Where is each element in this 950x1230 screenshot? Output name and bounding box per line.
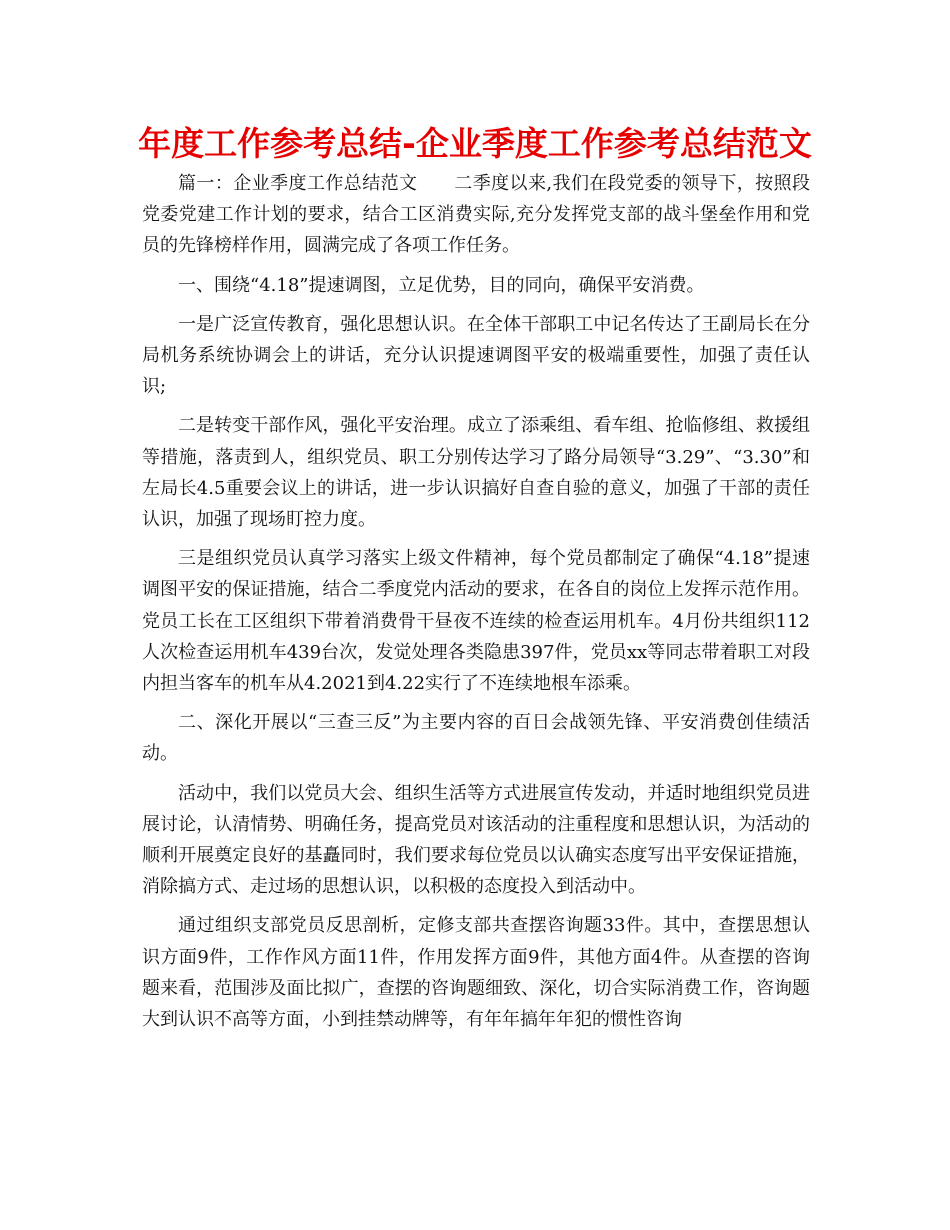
paragraph: 通过组织支部党员反思剖析，定修支部共查摆咨询题33件。其中，查摆思想认识方面9件，工作作风方面11件，作用发挥方面9件，其他方面4件。从查摆的咨询题来看，范围涉及面比拟广，查摆的咨询题细致、深化，切合实际消费工作，咨询题大到认识不高等方面，小到挂禁动牌等，有年年搞年年犯的惯性咨询: [142, 915, 810, 1031]
paragraph: 篇一：企业季度工作总结范文 二季度以来,我们在段党委的领导下，按照段党委党建工作计划的要求，结合工区消费实际,充分发挥党支部的战斗堡垒作用和党员的先锋榜样作用，圆满完成了各项工作任务。: [142, 173, 810, 257]
document-title: 年度工作参考总结-企业季度工作参考总结范文: [138, 124, 812, 163]
paragraph: 一是广泛宣传教育，强化思想认识。在全体干部职工中记名传达了王副局长在分局机务系统协调会上的讲话，充分认识提速调图平安的极端重要性，加强了责任认识;: [142, 313, 810, 398]
paragraph: 活动中，我们以党员大会、组织生活等方式进展宣传发动，并适时地组织党员进展讨论，认清情势、明确任务，提高党员对该活动的注重程度和思想认识，为活动的顺利开展奠定良好的基矗同时，我们要求每位党员以认确实态度写出平安保证措施，消除搞方式、走过场的思想认识，以积极的态度投入到活动中。: [142, 782, 810, 898]
paragraph: 三是组织党员认真学习落实上级文件精神，每个党员都制定了确保“4.18”提速调图平安的保证措施，结合二季度党内活动的要求，在各自的岗位上发挥示范作用。党员工长在工区组织下带着消费骨干昼夜不连续的检查运用机车。4月份共组织112人次检查运用机车439台次，发觉处理各类隐患397件，党员xx等同志带着职工对段内担当客车的机车从4.2021到4.22实行了不连续地根车添乘。: [142, 548, 810, 695]
document-body: [142, 168, 810, 1043]
paragraph: 二、深化开展以“三查三反”为主要内容的百日会战领先锋、平安消费创佳绩活动。: [142, 712, 810, 765]
paragraph: 二是转变干部作风，强化平安治理。成立了添乘组、看车组、抢临修组、救援组等措施，落责到人，组织党员、职工分别传达学习了路分局领导“3.29”、“3.30”和左局长4.5重要会议上的讲话，进一步认识搞好自查自验的意义，加强了干部的责任认识，加强了现场盯控力度。: [142, 415, 810, 531]
paragraph: 一、围绕“4.18”提速调图，立足优势，目的同向，确保平安消费。: [178, 274, 705, 296]
